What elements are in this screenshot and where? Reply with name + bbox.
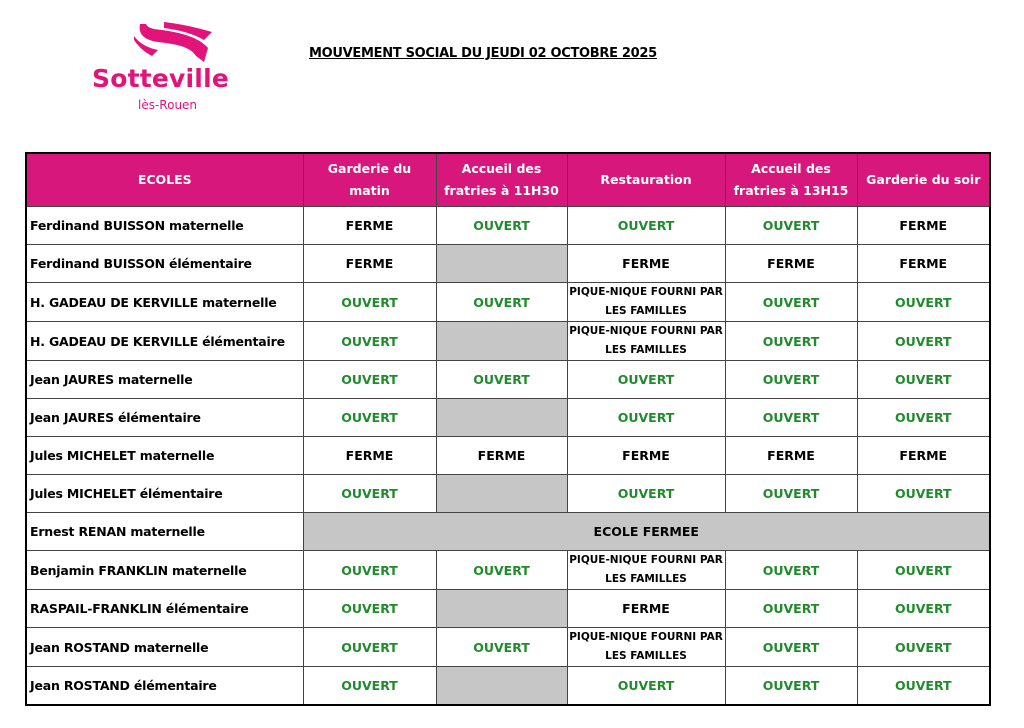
status-cell-garderie-soir: OUVERT [857, 628, 990, 667]
school-name: Jean JAURES maternelle [26, 361, 303, 399]
logo-subtitle: lès-Rouen [138, 98, 198, 112]
header-garderie-matin [303, 153, 436, 207]
status-cell-restauration: OUVERT [567, 361, 725, 399]
status-cell-garderie-matin: OUVERT [303, 667, 436, 705]
school-name: Jules MICHELET élémentaire [26, 475, 303, 513]
status-cell-garderie-matin: OUVERT [303, 551, 436, 590]
header-ecoles: ECOLES [26, 153, 303, 207]
empty-grey-cell [436, 399, 567, 437]
header-accueil-13h15 [725, 153, 857, 207]
status-cell-accueil-11h30: OUVERT [436, 551, 567, 590]
school-name: H. GADEAU DE KERVILLE élémentaire [26, 322, 303, 361]
status-cell-garderie-soir: OUVERT [857, 322, 990, 361]
status-cell-accueil-11h30: OUVERT [436, 283, 567, 322]
table-row [26, 245, 990, 283]
status-cell-restauration [567, 283, 725, 322]
status-cell-garderie-soir: FERME [857, 207, 990, 245]
school-name: H. GADEAU DE KERVILLE maternelle [26, 283, 303, 322]
header-accueil-11h30-line2: fratries à 11H30 [444, 183, 559, 198]
school-name: Ernest RENAN maternelle [26, 513, 303, 551]
empty-grey-cell [436, 322, 567, 361]
empty-grey-cell [436, 667, 567, 705]
school-name: Jean ROSTAND élémentaire [26, 667, 303, 705]
status-cell-restauration [567, 322, 725, 361]
status-cell-restauration: OUVERT [567, 399, 725, 437]
header-accueil-11h30-line1: Accueil des [461, 161, 542, 176]
table-row [26, 590, 990, 628]
empty-grey-cell [436, 475, 567, 513]
status-cell-garderie-matin: OUVERT [303, 475, 436, 513]
table-row [26, 207, 990, 245]
empty-grey-cell [436, 590, 567, 628]
status-cell-accueil-13h15: OUVERT [725, 361, 857, 399]
table-row [26, 628, 990, 667]
status-cell-accueil-13h15: OUVERT [725, 322, 857, 361]
status-cell-accueil-13h15: OUVERT [725, 475, 857, 513]
logo-s-icon [134, 22, 214, 66]
status-cell-restauration: OUVERT [567, 667, 725, 705]
status-cell-restauration: FERME [567, 245, 725, 283]
pique-nique-line1: PIQUE-NIQUE FOURNI PAR [569, 286, 723, 298]
status-cell-restauration: OUVERT [567, 207, 725, 245]
logo-name: Sotteville [92, 64, 229, 93]
status-cell-garderie-matin: OUVERT [303, 361, 436, 399]
header-accueil-11h30 [436, 153, 567, 207]
pique-nique-line1: PIQUE-NIQUE FOURNI PAR [569, 554, 723, 566]
status-cell-garderie-matin: OUVERT [303, 628, 436, 667]
status-cell-garderie-soir: OUVERT [857, 590, 990, 628]
pique-nique-line2: LES FAMILLES [605, 573, 687, 585]
header-garderie-matin-line2: matin [349, 183, 390, 198]
status-cell-garderie-matin: FERME [303, 207, 436, 245]
status-cell-accueil-11h30: FERME [436, 437, 567, 475]
status-cell-restauration [567, 628, 725, 667]
table-header-row [26, 153, 990, 207]
status-cell-accueil-13h15: FERME [725, 437, 857, 475]
school-name: RASPAIL-FRANKLIN élémentaire [26, 590, 303, 628]
status-cell-garderie-matin: FERME [303, 437, 436, 475]
header-garderie-soir: Garderie du soir [857, 153, 990, 207]
status-cell-garderie-matin: OUVERT [303, 590, 436, 628]
header-garderie-matin-line1: Garderie du [327, 161, 412, 176]
status-cell-accueil-13h15: FERME [725, 245, 857, 283]
status-table [25, 152, 991, 706]
table-row [26, 361, 990, 399]
header-accueil-13h15-line1: Accueil des [751, 161, 831, 176]
status-cell-accueil-13h15: OUVERT [725, 283, 857, 322]
status-cell-accueil-13h15: OUVERT [725, 551, 857, 590]
header-accueil-13h15-line2: fratries à 13H15 [733, 183, 849, 198]
table-row [26, 322, 990, 361]
page-title: MOUVEMENT SOCIAL DU JEUDI 02 OCTOBRE 2025 [309, 46, 657, 61]
pique-nique-line1: PIQUE-NIQUE FOURNI PAR [569, 631, 723, 643]
school-name: Ferdinand BUISSON élémentaire [26, 245, 303, 283]
status-cell-restauration [567, 551, 725, 590]
status-cell-garderie-soir: OUVERT [857, 361, 990, 399]
status-cell-garderie-soir: OUVERT [857, 283, 990, 322]
status-cell-restauration: FERME [567, 590, 725, 628]
status-cell-garderie-soir: FERME [857, 245, 990, 283]
status-cell-accueil-11h30: OUVERT [436, 361, 567, 399]
status-cell-accueil-13h15: OUVERT [725, 667, 857, 705]
school-name: Jules MICHELET maternelle [26, 437, 303, 475]
status-cell-garderie-matin: OUVERT [303, 322, 436, 361]
sotteville-logo [88, 22, 268, 122]
status-cell-accueil-13h15: OUVERT [725, 399, 857, 437]
empty-grey-cell [436, 245, 567, 283]
table-row [26, 513, 990, 551]
status-cell-restauration: FERME [567, 437, 725, 475]
pique-nique-line2: LES FAMILLES [605, 344, 687, 356]
status-cell-accueil-11h30: OUVERT [436, 628, 567, 667]
pique-nique-line2: LES FAMILLES [605, 305, 687, 317]
school-name: Ferdinand BUISSON maternelle [26, 207, 303, 245]
table-row [26, 437, 990, 475]
status-cell-garderie-matin: FERME [303, 245, 436, 283]
table-row [26, 551, 990, 590]
status-cell-accueil-13h15: OUVERT [725, 207, 857, 245]
school-name: Jean ROSTAND maternelle [26, 628, 303, 667]
status-cell-garderie-soir: OUVERT [857, 399, 990, 437]
table-row [26, 475, 990, 513]
status-cell-restauration: OUVERT [567, 475, 725, 513]
table-row [26, 667, 990, 705]
school-name: Jean JAURES élémentaire [26, 399, 303, 437]
status-cell-garderie-matin: OUVERT [303, 399, 436, 437]
status-cell-accueil-13h15: OUVERT [725, 590, 857, 628]
table-body [26, 207, 990, 705]
header-restauration: Restauration [567, 153, 725, 207]
pique-nique-line1: PIQUE-NIQUE FOURNI PAR [569, 325, 723, 337]
table-row [26, 283, 990, 322]
table-row [26, 399, 990, 437]
school-name: Benjamin FRANKLIN maternelle [26, 551, 303, 590]
status-cell-accueil-13h15: OUVERT [725, 628, 857, 667]
status-cell-garderie-soir: FERME [857, 437, 990, 475]
status-cell-garderie-soir: OUVERT [857, 475, 990, 513]
status-cell-garderie-soir: OUVERT [857, 667, 990, 705]
ecole-fermee-cell: ECOLE FERMEE [303, 513, 990, 551]
status-cell-garderie-soir: OUVERT [857, 551, 990, 590]
pique-nique-line2: LES FAMILLES [605, 650, 687, 662]
status-cell-garderie-matin: OUVERT [303, 283, 436, 322]
status-cell-accueil-11h30: OUVERT [436, 207, 567, 245]
